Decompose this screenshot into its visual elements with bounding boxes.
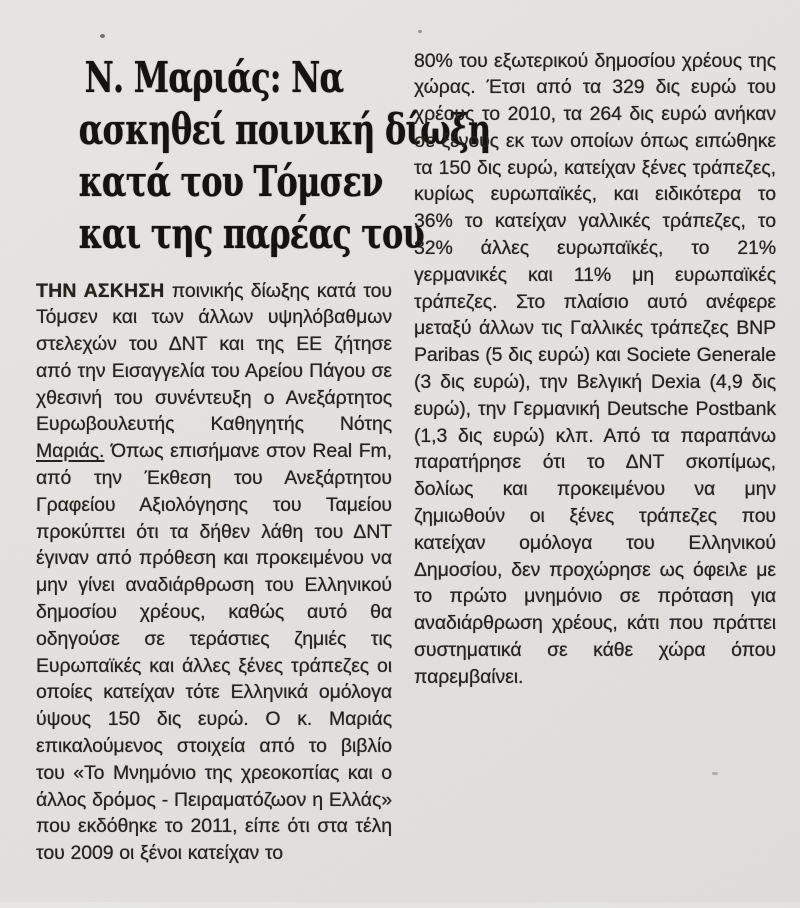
headline-line-1: Ν. Μαριάς: Να (84, 53, 344, 103)
article-column-right (414, 48, 776, 748)
article-lead-text: ΤΗΝ ΑΣΚΗΣΗ (36, 279, 165, 302)
scan-speck (712, 772, 718, 775)
headline-line-4: και της παρέας του (78, 209, 424, 259)
headline-line-3: κατά του Τόμσεν (78, 157, 383, 207)
scan-speck (418, 30, 422, 33)
left-column-text-after-underline: Όπως επισήμανε στον Real Fm, από την Έκθεση του Ανεξάρτητου Γραφείου Αξιολόγησης του Ταμείου προκύπτει ότι τα δήθεν λάθη του ΔΝΤ έγιναν από πρόθεση και προκειμένου να μην γίνει αναδιάρθρωση του Ελληνικού δημοσίου χρέους, καθώς αυτό θα οδηγούσε σε τεράστιες ζημιές τις Ευρωπαϊκές και άλλες ξένες τράπεζες οι οποίες κατείχαν τότε Ελληνικά ομόλογα ύψους 150 δις ευρώ. Ο κ. Μαριάς επικαλούμενος στοιχεία από το βιβλίο του «Το Μνημόνιο της χρεοκοπίας και ο άλλος δρόμος - Πειραματόζωον η Ελλάς» που εκδόθηκε το 2011, είπε ότι στα τέλη του 2009 οι ξένοι κατείχαν το (36, 440, 392, 865)
scan-speck (100, 34, 105, 38)
right-column-text: 80% του εξωτερικού δημοσίου χρέους της χώρας. Έτσι από τα 329 δις ευρώ του χρέους το 2010, τα 264 δις ευρώ ανήκαν σε ξένους εκ των οποίων όπως ειπώθηκε τα 150 δις ευρώ, κατείχαν ξένες τράπεζες, κυρίως ευρωπαϊκές, και ειδικότερα το 36% το κατείχαν γαλλικές τράπεζες, το 32% άλλες ευρωπαϊκές, το 21% γερμανικές και 11% μη ευρωπαϊκές τράπεζες. Στο πλαίσιο αυτό ανέφερε μεταξύ άλλων τις Γαλλικές τράπεζες BNP Paribas (5 δις ευρώ) και Societe Generale (3 δις ευρώ), την Βελγική Dexia (4,9 δις ευρώ), την Γερμανική Deutsche Postbank (1,3 δις ευρώ) κλπ. Από τα παραπάνω παρατήρησε ότι το ΔΝΤ σκοπίμως, δολίως και προκειμένου να μην ζημιωθούν οι ξένες τράπεζες που κατείχαν ομόλογα του Ελληνικού Δημοσίου, δεν προχώρησε ως όφειλε με το πρώτο μνημόνιο σε πρόταση για αναδιάρθρωση χρέους, κάτι που πράττει συστηματικά σε κάθε χώρα όπου παρεμβαίνει. (414, 49, 776, 688)
article-column-left (36, 278, 392, 908)
left-column-text-before-underline: ποινικής δίωξης κατά του Τόμσεν και των άλλων υψηλόβαθμων στελεχών του ΔΝΤ και της ΕΕ ζήτησε από την Εισαγγελία του Αρείου Πάγου σε χθεσινή του συνέντευξη ο Ανεξάρτητος Ευρωβουλευτής Καθηγητής Νότης (36, 279, 392, 436)
underlined-name: Μαριάς. (36, 440, 105, 463)
article-headline (36, 52, 491, 260)
headline-line-2: ασκηθεί ποινική δίωξη (78, 105, 491, 155)
